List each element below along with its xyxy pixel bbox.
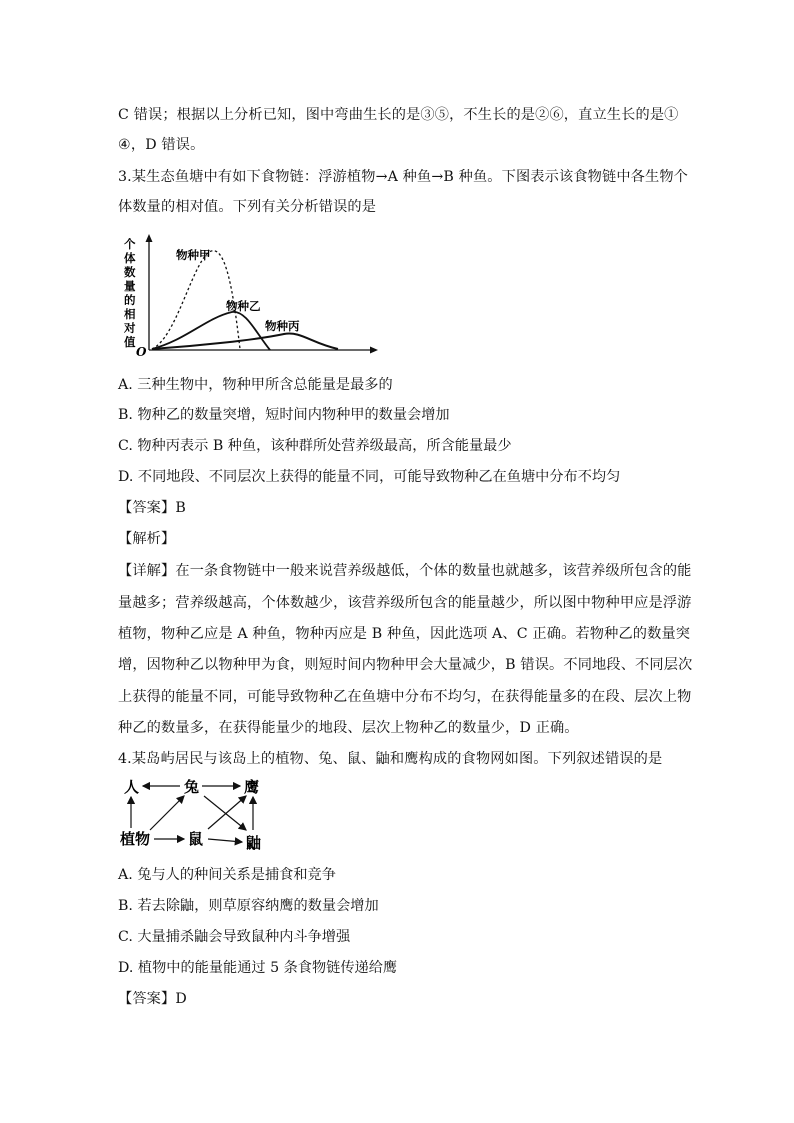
option-b: B. 若去除鼬，则草原容纳鹰的数量会增加 [118, 898, 379, 914]
answer: 【答案】D [118, 991, 187, 1007]
origin-label: O [136, 345, 147, 359]
answer: 【答案】B [118, 500, 186, 516]
explanation-line: 量越多；营养级越高，个体数越少，该营养级所包含的能量越少，所以图中物种甲应是浮游 [118, 595, 692, 611]
arrow-mouse-weasel [208, 839, 242, 842]
option-d: D. 不同地段、不同层次上获得的能量不同，可能导致物种乙在鱼塘中分布不均匀 [118, 469, 621, 485]
y-axis-label-char: 对 [124, 321, 136, 335]
option-a: A. 兔与人的种间关系是捕食和竞争 [118, 867, 336, 883]
node-eagle: 鹰 [244, 778, 260, 796]
node-person: 人 [124, 778, 140, 796]
x-axis-arrow [370, 347, 378, 354]
explanation-line: 增，因物种乙以物种甲为食，则短时间内物种甲会大量减少，B 错误。不同地段、不同层次 [118, 657, 693, 673]
explanation-line: 种乙的数量多，在获得能量少的地段、层次上物种乙的数量少，D 正确。 [118, 720, 579, 736]
species-bing-label: 物种丙 [265, 319, 300, 333]
explanation-line: 上获得的能量不同，可能导致物种乙在鱼塘中分布不均匀，在获得能量多的在段、层次上物 [118, 689, 692, 705]
question-3-stem: 3.某生态鱼塘中有如下食物链：浮游植物→A 种鱼→B 种鱼。下图表示该食物链中各生物个 [118, 169, 689, 185]
node-rabbit: 兔 [184, 778, 200, 796]
text-line: C 错误；根据以上分析已知，图中弯曲生长的是③⑤，不生长的是②⑥，直立生长的是① [118, 107, 679, 123]
explanation-line: 【详解】在一条食物链中一般来说营养级越低，个体的数量也就越多，该营养级所包含的能 [118, 563, 692, 579]
arrow-plant-rabbit [150, 796, 184, 830]
species-yi-label: 物种乙 [226, 299, 261, 313]
food-web-figure [116, 772, 276, 854]
explanation-line: 植物，物种乙应是 A 种鱼，物种丙应是 B 种鱼，因此选项 A、C 正确。若物种乙的数量突 [118, 626, 691, 642]
species-bing-curve [152, 334, 338, 349]
y-axis-label-char: 体 [124, 251, 136, 265]
y-axis-label-char: 量 [124, 279, 136, 293]
option-b: B. 物种乙的数量突增，短时间内物种甲的数量会增加 [118, 407, 450, 423]
y-axis-label-char: 数 [124, 265, 136, 279]
y-axis-label-char: 个 [124, 237, 136, 251]
question-3-stem: 体数量的相对值。下列有关分析错误的是 [118, 199, 377, 215]
option-a: A. 三种生物中，物种甲所含总能量是最多的 [118, 377, 393, 393]
arrow-mouse-eagle [208, 796, 246, 829]
population-curve-figure [116, 228, 386, 360]
node-mouse: 鼠 [188, 830, 204, 848]
node-plant: 植物 [120, 830, 151, 848]
analysis-label: 【解析】 [118, 531, 176, 547]
y-axis-label-char: 的 [124, 293, 136, 307]
node-weasel: 鼬 [246, 834, 262, 852]
option-c: C. 大量捕杀鼬会导致鼠种内斗争增强 [118, 929, 351, 945]
y-axis-label-char: 值 [124, 335, 136, 349]
y-axis-label-char: 相 [124, 307, 136, 321]
question-4-stem: 4.某岛屿居民与该岛上的植物、兔、鼠、鼬和鹰构成的食物网如图。下列叙述错误的是 [118, 751, 663, 767]
species-jia-label: 物种甲 [176, 248, 211, 262]
option-c: C. 物种丙表示 B 种鱼，该种群所处营养级最高，所含能量最少 [118, 438, 512, 454]
y-axis-arrow [146, 234, 153, 242]
option-d: D. 植物中的能量能通过 5 条食物链传递给鹰 [118, 960, 398, 976]
text-line: ④，D 错误。 [118, 137, 205, 153]
